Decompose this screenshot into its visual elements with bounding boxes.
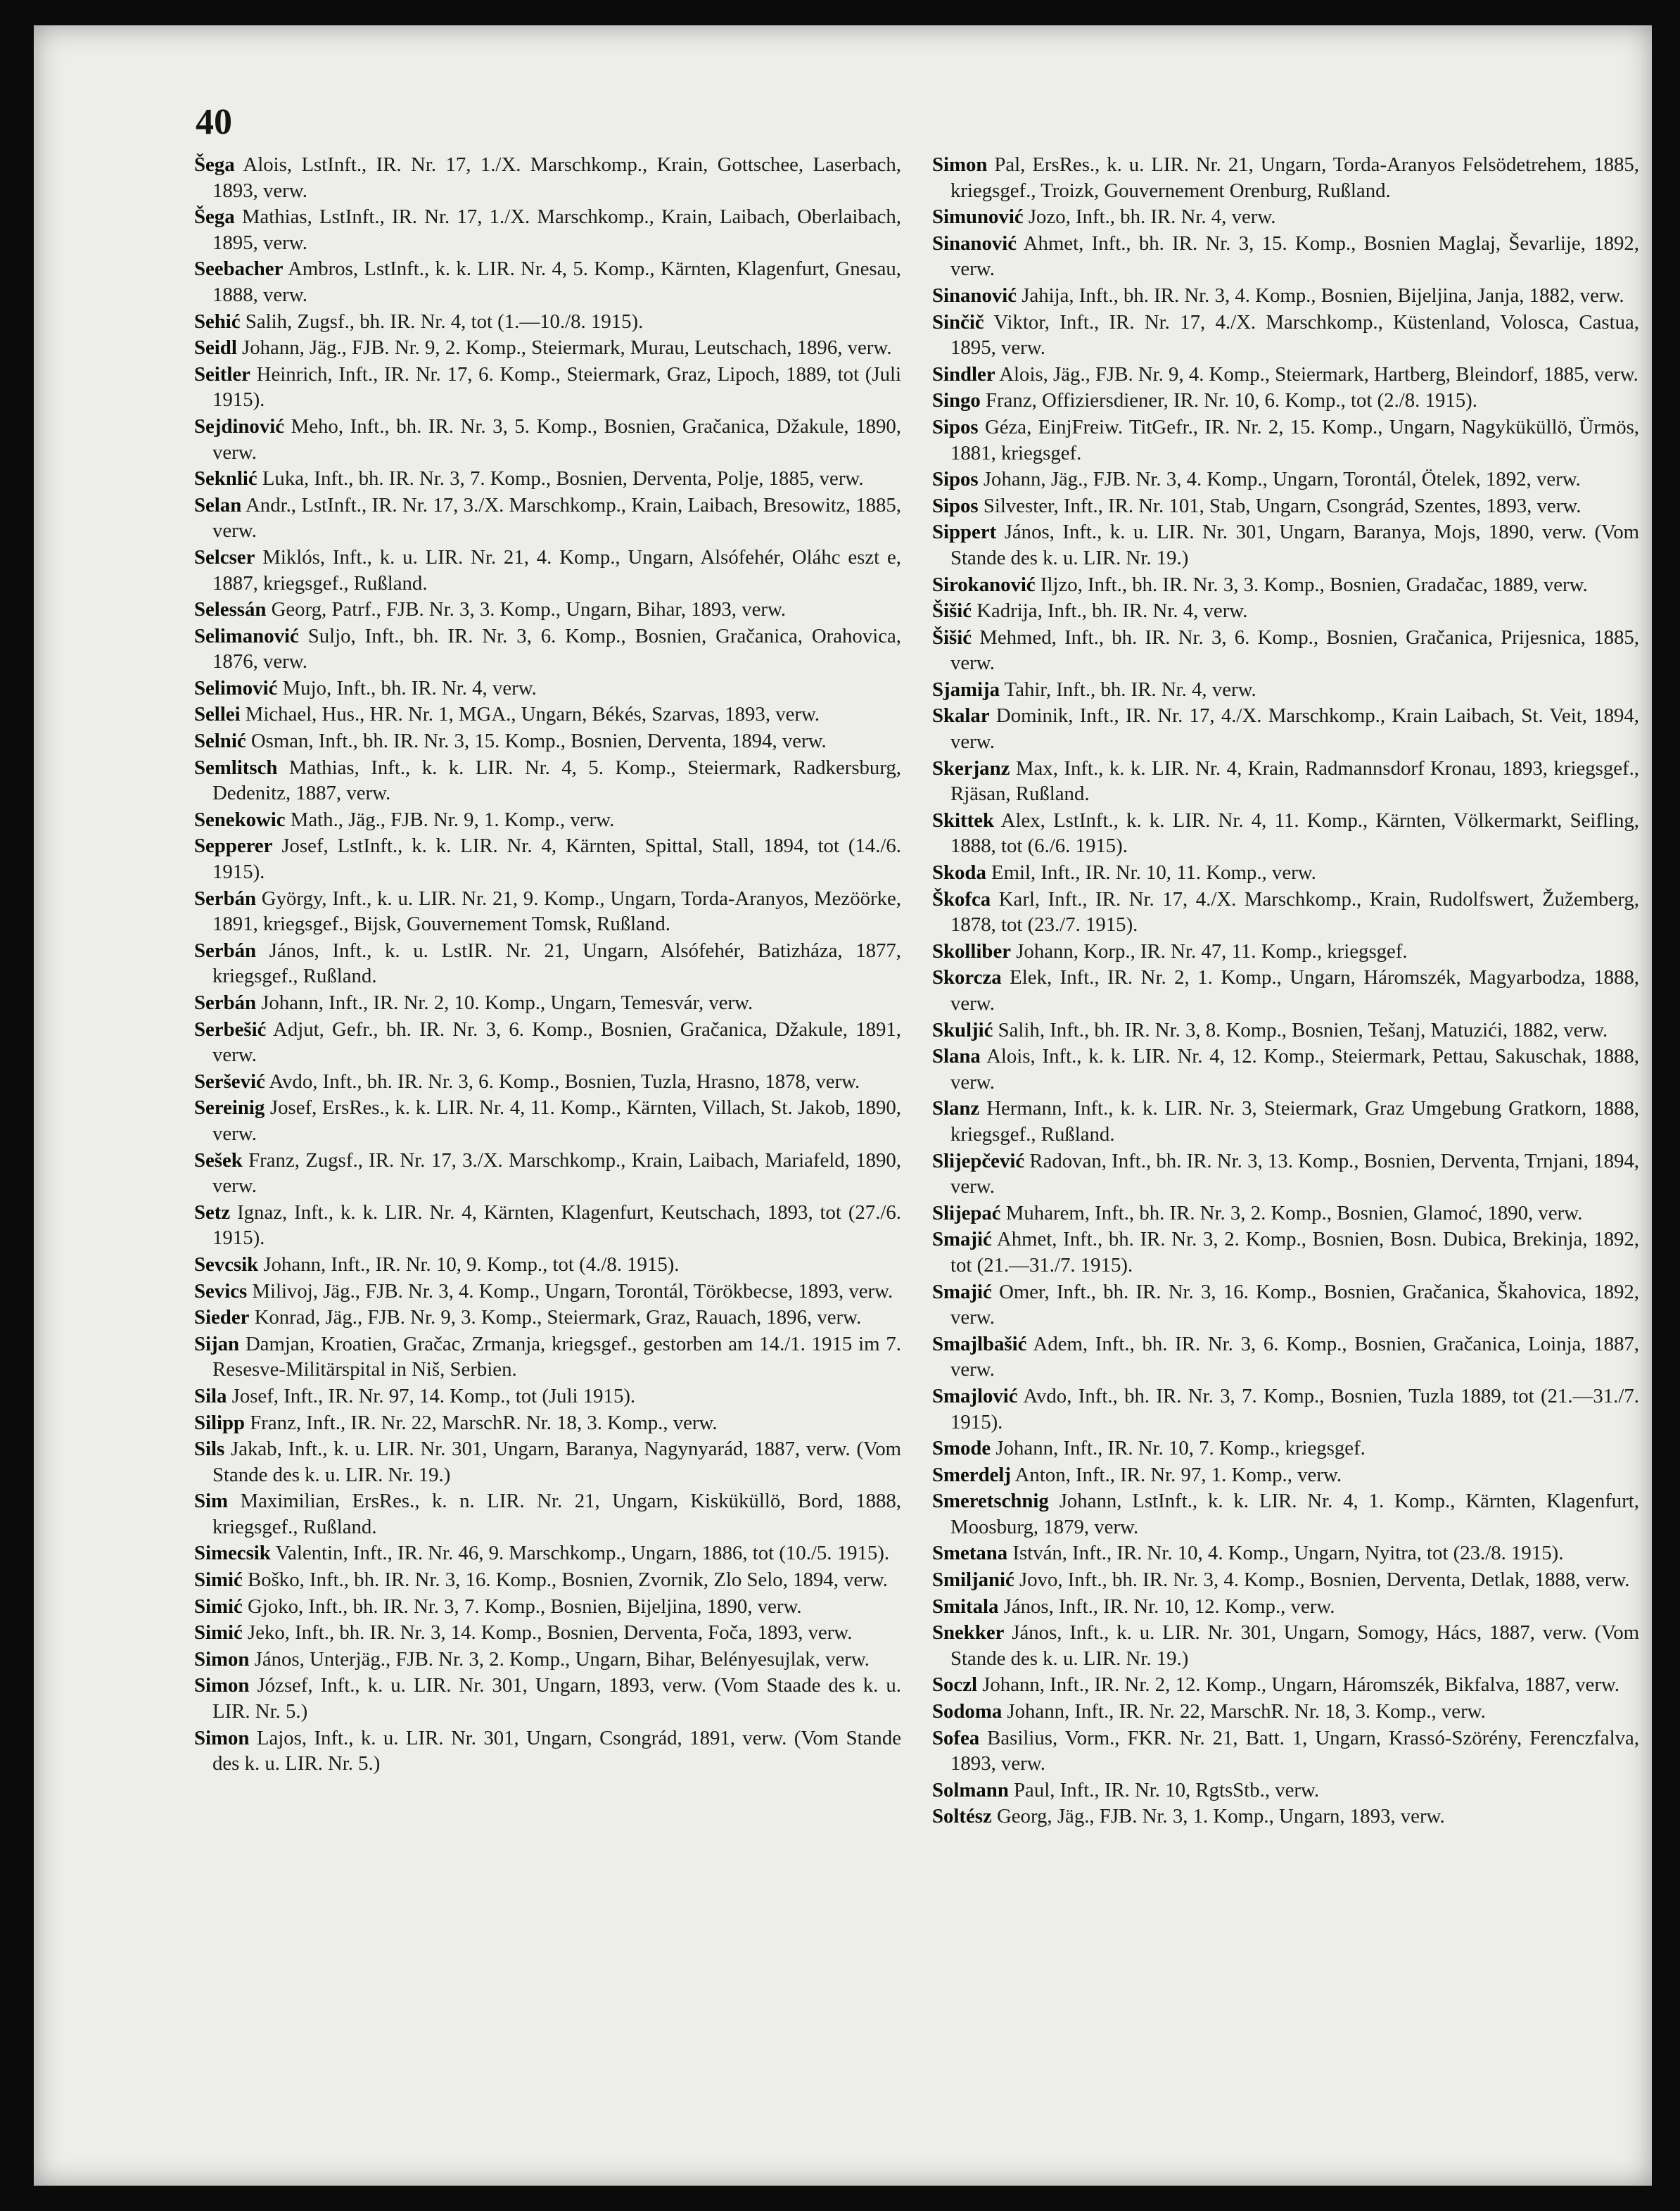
list-item (932, 1148, 1639, 1200)
entry-details: Jeko, Inft., bh. IR. Nr. 3, 14. Komp., Bosnien, Derventa, Foča, 1893, verw. (248, 1621, 853, 1645)
list-item (932, 939, 1639, 965)
entry-surname: Simecsik (194, 1542, 271, 1565)
list-item (932, 467, 1639, 493)
list-item (194, 807, 901, 833)
list-item (194, 1069, 901, 1095)
entry-surname: Solmann (932, 1778, 1009, 1801)
list-item (932, 677, 1639, 703)
entry-surname: Šega (194, 205, 235, 229)
entry-surname: Sepperer (194, 835, 273, 858)
list-item (194, 1383, 901, 1409)
entry-surname: Skalar (932, 704, 990, 728)
entry-details: Johann, Inft., IR. Nr. 10, 9. Komp., tot (4./8. 1915). (263, 1253, 680, 1276)
list-item (932, 1279, 1639, 1331)
entry-surname: Sjamija (932, 678, 1000, 701)
list-item (932, 388, 1639, 414)
entry-details: Damjan, Kroatien, Gračac, Zrmanja, kriegsgef., gestorben am 14./1. 1915 im 7. Resesve-Militärspital in Niš, Serbien. (212, 1332, 902, 1381)
entry-surname: Škofca (932, 887, 991, 911)
entry-surname: Smajlović (932, 1384, 1018, 1407)
entry-surname: Smajić (932, 1228, 992, 1251)
list-item (194, 1594, 901, 1620)
entry-surname: Sevics (194, 1279, 248, 1303)
entry-surname: Simon (194, 1674, 250, 1697)
list-item (194, 152, 901, 203)
entry-details: János, Unterjäg., FJB. Nr. 3, 2. Komp., Ungarn, Bihar, Belényesujlak, verw. (254, 1647, 870, 1671)
entry-details: Konrad, Jäg., FJB. Nr. 9, 3. Komp., Steiermark, Graz, Rauach, 1896, verw. (254, 1306, 862, 1329)
entry-details: Valentin, Inft., IR. Nr. 46, 9. Marschkomp., Ungarn, 1886, tot (10./5. 1915). (275, 1542, 890, 1565)
entry-details: Jahija, Inft., bh. IR. Nr. 3, 4. Komp., Bosnien, Bijeljina, Janja, 1882, verw. (1022, 284, 1624, 307)
entry-details: Johann, Inft., IR. Nr. 10, 7. Komp., kriegsgef. (995, 1437, 1366, 1460)
entry-details: Omer, Inft., bh. IR. Nr. 3, 16. Komp., Bosnien, Gračanica, Škahovica, 1892, verw. (950, 1280, 1640, 1329)
entry-surname: Serbešić (194, 1018, 267, 1041)
list-item (194, 1148, 901, 1199)
entry-surname: Smeretschnig (932, 1490, 1049, 1513)
list-item (932, 1462, 1639, 1488)
entry-details: Hermann, Inft., k. k. LIR. Nr. 3, Steiermark, Graz Umgebung Gratkorn, 1888, kriegsgef., Rußland. (950, 1097, 1639, 1146)
list-item (932, 1540, 1639, 1566)
entry-surname: Simon (932, 153, 988, 176)
entry-details: Meho, Inft., bh. IR. Nr. 3, 5. Komp., Bosnien, Gračanica, Džakule, 1890, verw. (212, 414, 901, 464)
entry-surname: Seršević (194, 1070, 265, 1093)
list-item (932, 1227, 1639, 1278)
entry-details: Viktor, Inft., IR. Nr. 17, 4./X. Marschkomp., Küstenland, Volosca, Castua, 1895, verw. (950, 310, 1639, 360)
entry-surname: Selimanović (194, 624, 299, 647)
list-item (194, 1567, 901, 1593)
entry-details: Kadrija, Inft., bh. IR. Nr. 4, verw. (976, 600, 1248, 623)
entry-surname: Skolliber (932, 939, 1012, 963)
entry-details: János, Inft., k. u. LIR. Nr. 301, Ungarn, Somogy, Hács, 1887, verw. (Vom Stande des k. u. LIR. Nr. 19.) (950, 1621, 1639, 1670)
entry-details: Michael, Hus., HR. Nr. 1, MGA., Ungarn, Békés, Szarvas, 1893, verw. (245, 703, 820, 726)
left-column (194, 152, 901, 1778)
list-item (932, 1200, 1639, 1227)
entry-details: Lajos, Inft., k. u. LIR. Nr. 301, Ungarn, Csongrád, 1891, verw. (Vom Stande des k. u. LIR. Nr. 5.) (212, 1726, 902, 1775)
entry-details: Karl, Inft., IR. Nr. 17, 4./X. Marschkomp., Krain, Rudolfswert, Žužemberg, 1878, tot (23./7. 1915). (950, 887, 1639, 937)
list-item (932, 1804, 1639, 1830)
entry-details: Adem, Inft., bh. IR. Nr. 3, 6. Komp., Bosnien, Gračanica, Loinja, 1887, verw. (950, 1332, 1639, 1381)
entry-surname: Sipos (932, 468, 979, 491)
entry-details: Suljo, Inft., bh. IR. Nr. 3, 6. Komp., Bosnien, Gračanica, Orahovica, 1876, verw. (212, 624, 901, 673)
entry-surname: Selnić (194, 730, 246, 753)
entry-surname: Sehić (194, 310, 241, 333)
entry-surname: Skoda (932, 861, 986, 885)
list-item (932, 1672, 1639, 1698)
entry-surname: Soczl (932, 1673, 977, 1697)
entry-surname: Slana (932, 1045, 981, 1068)
entry-surname: Silipp (194, 1411, 246, 1434)
entry-details: Alois, Inft., k. k. LIR. Nr. 4, 12. Komp., Steiermark, Pettau, Sakuschak, 1888, verw. (950, 1045, 1639, 1094)
entry-surname: Simon (194, 1647, 250, 1671)
list-item (194, 309, 901, 335)
entry-surname: Slijepać (932, 1201, 1001, 1224)
entry-surname: Soltész (932, 1805, 992, 1828)
list-item (932, 1725, 1639, 1777)
entry-surname: Skorcza (932, 966, 1002, 989)
entry-details: Emil, Inft., IR. Nr. 10, 11. Komp., verw. (991, 861, 1316, 885)
entry-surname: Simon (194, 1726, 250, 1749)
list-item (194, 493, 901, 544)
list-item (194, 1410, 901, 1436)
list-item (932, 625, 1639, 676)
entry-surname: Sijan (194, 1332, 240, 1355)
entry-details: Ahmet, Inft., bh. IR. Nr. 3, 15. Komp., Bosnien Maglaj, Ševarlije, 1892, verw. (950, 232, 1639, 281)
entry-details: Franz, Inft., IR. Nr. 22, MarschR. Nr. 18, 3. Komp., verw. (250, 1411, 718, 1434)
entry-surname: Selan (194, 493, 242, 517)
list-item (932, 887, 1639, 938)
entry-details: Johann, Jäg., FJB. Nr. 9, 2. Komp., Steiermark, Murau, Leutschach, 1896, verw. (242, 336, 892, 360)
entry-surname: Skerjanz (932, 756, 1010, 780)
entry-details: Géza, EinjFreiw. TitGefr., IR. Nr. 2, 15. Komp., Ungarn, Nagyküküllö, Ürmös, 1881, kriegsgef. (950, 415, 1640, 464)
list-item (194, 335, 901, 361)
list-item (932, 703, 1639, 754)
entry-details: Johann, Inft., IR. Nr. 2, 12. Komp., Ungarn, Háromszék, Bikfalva, 1887, verw. (982, 1673, 1620, 1697)
entry-surname: Sejdinović (194, 414, 284, 438)
entry-surname: Sim (194, 1490, 229, 1513)
list-item (194, 597, 901, 623)
list-item (932, 1488, 1639, 1540)
entry-surname: Sindler (932, 362, 995, 386)
entry-details: Jovo, Inft., bh. IR. Nr. 3, 4. Komp., Bosnien, Derventa, Detlak, 1888, verw. (1019, 1569, 1630, 1592)
entry-surname: Singo (932, 389, 981, 412)
entry-details: József, Inft., k. u. LIR. Nr. 301, Ungarn, 1893, verw. (Vom Staade des k. u. LIR. Nr. 5.) (212, 1674, 901, 1723)
list-item (194, 728, 901, 754)
entry-surname: Senekowic (194, 808, 286, 831)
entry-details: János, Inft., k. u. LIR. Nr. 301, Ungarn, Baranya, Mojs, 1890, verw. (Vom Stande des k. u. LIR. Nr. 19.) (950, 521, 1640, 569)
list-item (932, 204, 1639, 230)
entry-details: János, Inft., k. u. LstIR. Nr. 21, Ungarn, Alsófehér, Batizháza, 1877, kriegsgef., Rußland. (212, 939, 901, 988)
entry-details: Muharem, Inft., bh. IR. Nr. 3, 2. Komp., Bosnien, Glamoć, 1890, verw. (1005, 1201, 1583, 1224)
entry-surname: Sešek (194, 1148, 243, 1172)
list-item (194, 1279, 901, 1305)
entry-surname: Sereinig (194, 1096, 265, 1120)
list-item (932, 756, 1639, 807)
entry-surname: Sinčič (932, 310, 984, 334)
list-item (194, 256, 901, 308)
entry-details: Franz, Zugsf., IR. Nr. 17, 3./X. Marschkomp., Krain, Laibach, Mariafeld, 1890, verw. (212, 1148, 901, 1198)
entry-details: Mehmed, Inft., bh. IR. Nr. 3, 6. Komp., Bosnien, Gračanica, Prijesnica, 1885, verw. (950, 626, 1640, 675)
entry-surname: Serbán (194, 939, 257, 962)
entry-surname: Sils (194, 1438, 225, 1461)
list-item (194, 545, 901, 596)
entry-surname: Simunović (932, 205, 1024, 229)
entry-surname: Šega (194, 153, 235, 176)
entry-details: Elek, Inft., IR. Nr. 2, 1. Komp., Ungarn, Háromszék, Magyarbodza, 1888, verw. (950, 966, 1639, 1015)
entry-details: Avdo, Inft., bh. IR. Nr. 3, 7. Komp., Bosnien, Tuzla 1889, tot (21.—31./7. 1915). (950, 1384, 1639, 1433)
list-item (932, 1018, 1639, 1044)
list-item (932, 362, 1639, 388)
list-item (932, 310, 1639, 361)
entry-surname: Seebacher (194, 258, 284, 281)
entry-surname: Semlitsch (194, 756, 278, 779)
entry-details: Tahir, Inft., bh. IR. Nr. 4, verw. (1004, 678, 1256, 701)
entry-details: István, Inft., IR. Nr. 10, 4. Komp., Ungarn, Nyitra, tot (23./8. 1915). (1012, 1542, 1564, 1565)
entry-surname: Sila (194, 1384, 227, 1407)
entry-details: György, Inft., k. u. LIR. Nr. 21, 9. Komp., Ungarn, Torda-Aranyos, Mezöörke, 1891, kriegsgef., Bijsk, Gouvernement Tomsk, Rußland. (212, 887, 901, 936)
list-item (194, 1017, 901, 1068)
entry-surname: Setz (194, 1200, 231, 1224)
list-item (194, 1540, 901, 1566)
entry-details: Josef, ErsRes., k. k. LIR. Nr. 4, 11. Komp., Kärnten, Villach, St. Jakob, 1890, verw. (212, 1096, 901, 1145)
entry-surname: Sippert (932, 521, 997, 544)
list-item (194, 702, 901, 728)
entry-details: Ahmet, Inft., bh. IR. Nr. 3, 2. Komp., Bosnien, Bosn. Dubica, Brekinja, 1892, tot (21.—31./7. 1915). (950, 1228, 1639, 1276)
list-item (194, 1620, 901, 1646)
entry-surname: Smajić (932, 1280, 992, 1303)
list-item (194, 1252, 901, 1278)
list-item (932, 1096, 1639, 1147)
entry-surname: Šišić (932, 626, 972, 649)
entry-details: Georg, Patrf., FJB. Nr. 3, 3. Komp., Ungarn, Bihar, 1893, verw. (271, 598, 787, 621)
entry-details: Silvester, Inft., IR. Nr. 101, Stab, Ungarn, Csongrád, Szentes, 1893, verw. (983, 494, 1582, 517)
entry-surname: Sieder (194, 1306, 250, 1329)
document-page (34, 25, 1652, 2186)
entry-details: Anton, Inft., IR. Nr. 97, 1. Komp., verw. (1014, 1463, 1342, 1486)
list-item (194, 1725, 901, 1777)
list-item (932, 860, 1639, 886)
list-item (194, 886, 901, 937)
entry-surname: Seknlić (194, 467, 257, 490)
list-item (194, 414, 901, 465)
list-item (932, 1699, 1639, 1725)
list-item (932, 1778, 1639, 1804)
entry-surname: Serbán (194, 887, 257, 910)
list-item (194, 466, 901, 492)
entry-details: Dominik, Inft., IR. Nr. 17, 4./X. Marschkomp., Krain Laibach, St. Veit, 1894, verw. (950, 704, 1639, 754)
entry-surname: Skittek (932, 809, 995, 832)
list-item (194, 990, 901, 1016)
entry-details: Ignaz, Inft., k. k. LIR. Nr. 4, Kärnten, Klagenfurt, Keutschach, 1893, tot (27./6. 1915). (212, 1200, 901, 1250)
entry-surname: Smitala (932, 1595, 999, 1618)
entry-details: Alex, LstInft., k. k. LIR. Nr. 4, 11. Komp., Kärnten, Völkermarkt, Seifling, 1888, tot (6./6. 1915). (950, 809, 1639, 858)
list-item (194, 1331, 901, 1383)
entry-details: Pal, ErsRes., k. u. LIR. Nr. 21, Ungarn, Torda-Aranyos Felsödetrehem, 1885, kriegsgef., Troizk, Gouvernement Orenburg, Rußland. (950, 153, 1640, 202)
list-item (932, 152, 1639, 203)
entry-details: Paul, Inft., IR. Nr. 10, RgtsStb., verw. (1014, 1778, 1320, 1801)
entry-surname: Sevcsik (194, 1253, 259, 1276)
right-column (932, 152, 1639, 1830)
list-item (932, 1567, 1639, 1593)
entry-surname: Sodoma (932, 1700, 1003, 1723)
entry-surname: Sipos (932, 415, 979, 438)
list-item (194, 623, 901, 675)
entry-surname: Sirokanović (932, 573, 1036, 596)
list-item (194, 1305, 901, 1331)
list-item (932, 808, 1639, 859)
entry-details: Salih, Inft., bh. IR. Nr. 3, 8. Komp., Bosnien, Tešanj, Matuzići, 1882, verw. (998, 1018, 1608, 1041)
entry-details: Johann, Jäg., FJB. Nr. 3, 4. Komp., Ungarn, Torontál, Ötelek, 1892, verw. (983, 468, 1581, 491)
list-item (932, 519, 1639, 571)
entry-details: Franz, Offiziersdiener, IR. Nr. 10, 6. Komp., tot (2./8. 1915). (986, 389, 1477, 412)
list-item (932, 598, 1639, 624)
list-item (194, 1095, 901, 1146)
entry-surname: Serbán (194, 992, 257, 1014)
entry-surname: Simić (194, 1621, 243, 1645)
entry-surname: Simić (194, 1569, 243, 1592)
entry-details: Mathias, Inft., k. k. LIR. Nr. 4, 5. Komp., Steiermark, Radkersburg, Dedenitz, 1887, verw. (212, 756, 901, 805)
list-item (932, 1436, 1639, 1462)
entry-details: Osman, Inft., bh. IR. Nr. 3, 15. Komp., Bosnien, Derventa, 1894, verw. (250, 730, 827, 753)
entry-surname: Selimović (194, 676, 278, 699)
list-item (932, 1383, 1639, 1435)
list-item (194, 676, 901, 702)
entry-details: Radovan, Inft., bh. IR. Nr. 3, 13. Komp., Bosnien, Derventa, Trnjani, 1894, verw. (950, 1149, 1639, 1198)
entry-details: Johann, Inft., IR. Nr. 2, 10. Komp., Ungarn, Temesvár, verw. (261, 992, 753, 1014)
entry-surname: Smode (932, 1437, 991, 1460)
entry-surname: Sinanović (932, 232, 1017, 255)
list-item (932, 572, 1639, 598)
list-item (932, 1594, 1639, 1620)
entry-details: Miklós, Inft., k. u. LIR. Nr. 21, 4. Komp., Ungarn, Alsófehér, Oláhc eszt e, 1887, kriegsgef., Rußland. (212, 545, 901, 595)
list-item (194, 938, 901, 989)
list-item (932, 965, 1639, 1016)
entry-details: Alois, Jäg., FJB. Nr. 9, 4. Komp., Steiermark, Hartberg, Bleindorf, 1885, verw. (999, 362, 1638, 386)
list-item (194, 204, 901, 255)
list-item (932, 283, 1639, 309)
entry-details: Jakab, Inft., k. u. LIR. Nr. 301, Ungarn, Baranya, Nagynyarád, 1887, verw. (Vom Stande des k. u. LIR. Nr. 19.) (212, 1438, 901, 1486)
entry-details: Milivoj, Jäg., FJB. Nr. 3, 4. Komp., Ungarn, Torontál, Törökbecse, 1893, verw. (252, 1279, 893, 1303)
entry-details: Ambros, LstInft., k. k. LIR. Nr. 4, 5. Komp., Kärnten, Klagenfurt, Gnesau, 1888, verw. (212, 258, 901, 306)
entry-details: Maximilian, ErsRes., k. n. LIR. Nr. 21, Ungarn, Kisküküllö, Bord, 1888, kriegsgef., Rußland. (212, 1490, 901, 1538)
entry-surname: Selessán (194, 598, 267, 621)
entry-surname: Sofea (932, 1726, 980, 1749)
entry-details: Heinrich, Inft., IR. Nr. 17, 6. Komp., Steiermark, Graz, Lipoch, 1889, tot (Juli 1915). (212, 362, 901, 412)
entry-surname: Sipos (932, 494, 979, 517)
entry-details: Avdo, Inft., bh. IR. Nr. 3, 6. Komp., Bosnien, Tuzla, Hrasno, 1878, verw. (269, 1070, 860, 1093)
list-item (932, 493, 1639, 519)
list-item (932, 231, 1639, 282)
entry-surname: Smajlbašić (932, 1332, 1027, 1355)
list-item (194, 1436, 901, 1488)
entry-surname: Sellei (194, 703, 241, 726)
entry-surname: Slanz (932, 1097, 980, 1120)
entry-details: Alois, LstInft., IR. Nr. 17, 1./X. Marschkomp., Krain, Gottschee, Laserbach, 1893, verw. (212, 153, 901, 202)
list-item (932, 1044, 1639, 1095)
list-item (194, 1673, 901, 1724)
list-item (194, 833, 901, 885)
entry-details: Max, Inft., k. k. LIR. Nr. 4, Krain, Radmannsdorf Kronau, 1893, kriegsgef., Rjäsan, Rußland. (950, 756, 1639, 806)
entry-details: Mathias, LstInft., IR. Nr. 17, 1./X. Marschkomp., Krain, Laibach, Oberlaibach, 1895, verw. (212, 205, 901, 254)
entry-surname: Seitler (194, 362, 250, 386)
entry-surname: Slijepčević (932, 1149, 1025, 1172)
entry-details: Andr., LstInft., IR. Nr. 17, 3./X. Marschkomp., Krain, Laibach, Bresowitz, 1885, verw. (212, 493, 901, 543)
entry-details: Mujo, Inft., bh. IR. Nr. 4, verw. (282, 676, 537, 699)
list-item (194, 362, 901, 413)
entry-surname: Smerdelj (932, 1463, 1011, 1486)
list-item (194, 755, 901, 806)
entry-details: Gjoko, Inft., bh. IR. Nr. 3, 7. Komp., Bosnien, Bijeljina, 1890, verw. (248, 1595, 802, 1618)
entry-details: Josef, LstInft., k. k. LIR. Nr. 4, Kärnten, Spittal, Stall, 1894, tot (14./6. 1915). (212, 835, 902, 884)
list-item (932, 414, 1639, 466)
entry-details: Math., Jäg., FJB. Nr. 9, 1. Komp., verw. (290, 808, 615, 831)
entry-details: Georg, Jäg., FJB. Nr. 3, 1. Komp., Ungarn, 1893, verw. (996, 1805, 1445, 1828)
entry-surname: Smetana (932, 1542, 1008, 1565)
entry-surname: Smiljanić (932, 1569, 1014, 1592)
entry-details: Salih, Zugsf., bh. IR. Nr. 4, tot (1.—10./8. 1915). (245, 310, 644, 333)
entry-details: Luka, Inft., bh. IR. Nr. 3, 7. Komp., Bosnien, Derventa, Polje, 1885, verw. (262, 467, 864, 490)
entry-details: Johann, LstInft., k. k. LIR. Nr. 4, 1. Komp., Kärnten, Klagenfurt, Moosburg, 1879, verw. (950, 1490, 1639, 1538)
entry-surname: Skuljić (932, 1018, 993, 1041)
entry-surname: Šišić (932, 600, 972, 623)
entry-details: Johann, Inft., IR. Nr. 22, MarschR. Nr. 18, 3. Komp., verw. (1007, 1700, 1486, 1723)
list-item (194, 1200, 901, 1251)
entry-details: Johann, Korp., IR. Nr. 47, 11. Komp., kriegsgef. (1016, 939, 1408, 963)
list-item (194, 1488, 901, 1540)
entry-details: Jozo, Inft., bh. IR. Nr. 4, verw. (1028, 205, 1276, 229)
entry-details: Josef, Inft., IR. Nr. 97, 14. Komp., tot (Juli 1915). (231, 1384, 636, 1407)
list-item (194, 1647, 901, 1673)
list-item (932, 1620, 1639, 1671)
entry-details: Iljzo, Inft., bh. IR. Nr. 3, 3. Komp., Bosnien, Gradačac, 1889, verw. (1040, 573, 1588, 596)
page-number: 40 (196, 102, 232, 142)
entry-surname: Snekker (932, 1621, 1005, 1645)
entry-surname: Selcser (194, 545, 255, 569)
entry-surname: Simić (194, 1595, 243, 1618)
entry-details: Basilius, Vorm., FKR. Nr. 21, Batt. 1, Ungarn, Krassó-Szörény, Ferenczfalva, 1893, verw. (950, 1726, 1640, 1775)
entry-surname: Sinanović (932, 284, 1017, 307)
entry-details: Boško, Inft., bh. IR. Nr. 3, 16. Komp., Bosnien, Zvornik, Zlo Selo, 1894, verw. (248, 1569, 888, 1592)
entry-surname: Seidl (194, 336, 237, 360)
entry-details: János, Inft., IR. Nr. 10, 12. Komp., verw. (1003, 1595, 1335, 1618)
entry-details: Adjut, Gefr., bh. IR. Nr. 3, 6. Komp., Bosnien, Gračanica, Džakule, 1891, verw. (212, 1018, 901, 1067)
list-item (932, 1331, 1639, 1383)
